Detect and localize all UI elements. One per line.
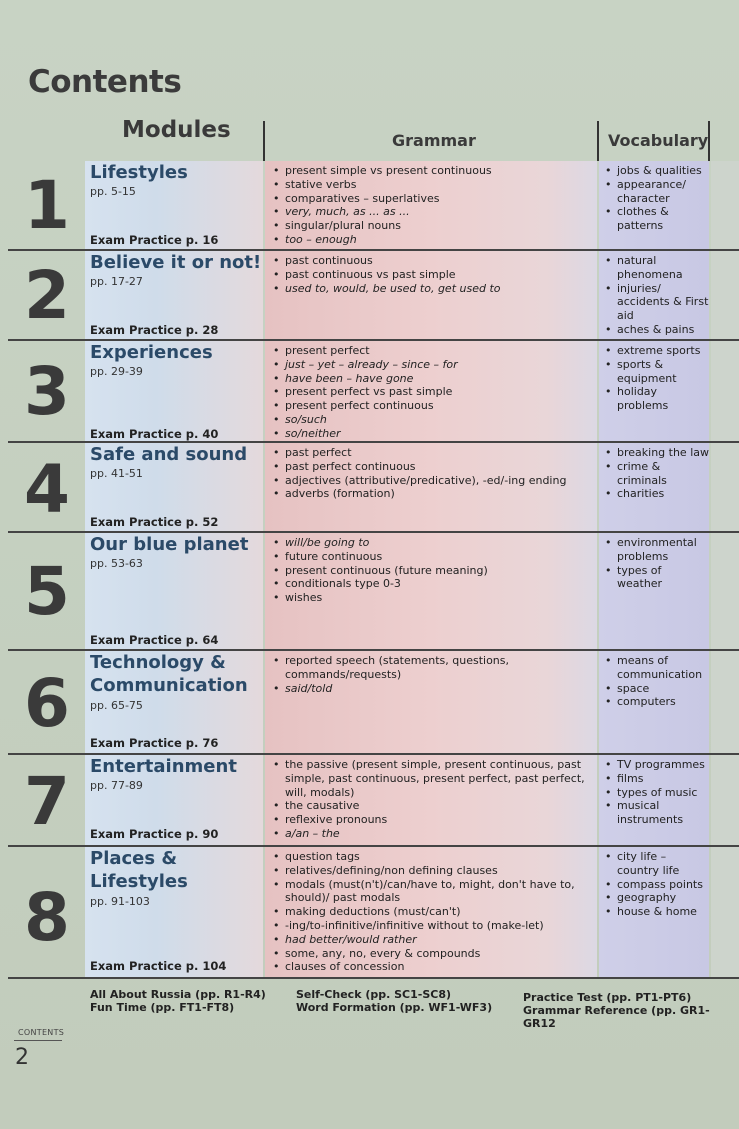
grammar-item: • had better/would rather — [271, 933, 593, 947]
exam-practice-link[interactable]: Exam Practice p. 104 — [90, 959, 227, 973]
vocabulary-list — [603, 850, 709, 919]
footer-link[interactable]: Word Formation (pp. WF1-WF3) — [296, 1001, 493, 1014]
module-number: 1 — [24, 167, 70, 244]
vocabulary-item: • breaking the law — [603, 446, 709, 460]
grammar-item: • modals (must(n't)/can/have to, might, don't have to, should)/ past modals — [271, 878, 593, 906]
grammar-list — [271, 344, 593, 441]
vocabulary-list — [603, 164, 709, 233]
footer-link[interactable]: All About Russia (pp. R1-R4) — [90, 988, 266, 1001]
exam-practice-link[interactable]: Exam Practice p. 52 — [90, 515, 219, 529]
page-number: 2 — [15, 1045, 29, 1070]
module-row — [0, 755, 739, 845]
vocabulary-list — [603, 344, 709, 413]
module-title[interactable]: Experiences — [90, 342, 213, 363]
module-number: 6 — [24, 665, 70, 742]
exam-practice-link[interactable]: Exam Practice p. 16 — [90, 233, 219, 247]
grammar-item: • a/an – the — [271, 827, 593, 841]
grammar-item: • making deductions (must/can't) — [271, 905, 593, 919]
vocabulary-item: • environmental problems — [603, 536, 709, 564]
grammar-item: • present continuous (future meaning) — [271, 564, 593, 578]
footer-col-2 — [296, 988, 492, 1014]
vocabulary-item: • charities — [603, 487, 709, 501]
grammar-item: • reported speech (statements, questions, commands/requests) — [271, 654, 593, 682]
module-title[interactable]: Believe it or not! — [90, 252, 262, 273]
vocabulary-item: • TV programmes — [603, 758, 709, 772]
vocabulary-item: • aches & pains — [603, 323, 709, 337]
grammar-item: • -ing/to-infinitive/infinitive without to (make-let) — [271, 919, 593, 933]
grammar-item: • past continuous — [271, 254, 593, 268]
grammar-item: • singular/plural nouns — [271, 219, 593, 233]
grammar-list — [271, 446, 593, 501]
exam-practice-link[interactable]: Exam Practice p. 64 — [90, 633, 219, 647]
vocabulary-item: • injuries/ accidents & First aid — [603, 282, 709, 323]
vocabulary-item: • space — [603, 682, 709, 696]
module-pages: pp. 65-75 — [90, 699, 143, 712]
module-row — [0, 533, 739, 649]
grammar-item: • future continuous — [271, 550, 593, 564]
grammar-item: • will/be going to — [271, 536, 593, 550]
module-title[interactable]: Our blue planet — [90, 534, 249, 555]
module-number: 5 — [24, 553, 70, 630]
module-number: 8 — [24, 879, 70, 956]
module-title[interactable]: Technology & Communication — [90, 652, 248, 696]
vocabulary-list — [603, 758, 709, 827]
vocabulary-item: • films — [603, 772, 709, 786]
grammar-item: • used to, would, be used to, get used to — [271, 282, 593, 296]
grammar-item: • stative verbs — [271, 178, 593, 192]
modules-header: Modules — [122, 117, 231, 143]
header-divider — [263, 121, 265, 161]
module-row — [0, 443, 739, 531]
exam-practice-link[interactable]: Exam Practice p. 40 — [90, 427, 219, 441]
module-row — [0, 251, 739, 339]
grammar-item: • relatives/defining/non defining clauses — [271, 864, 593, 878]
vocabulary-item: • types of weather — [603, 564, 709, 592]
grammar-list — [271, 164, 593, 247]
footer-col-1 — [90, 988, 266, 1014]
grammar-item: • so/neither — [271, 427, 593, 441]
vocabulary-item: • types of music — [603, 786, 709, 800]
vocabulary-item: • house & home — [603, 905, 709, 919]
footer-link[interactable]: Practice Test (pp. PT1-PT6) — [523, 991, 692, 1004]
module-number: 7 — [24, 763, 70, 840]
grammar-item: • question tags — [271, 850, 593, 864]
module-row — [0, 651, 739, 753]
footer-link[interactable]: Self-Check (pp. SC1-SC8) — [296, 988, 452, 1001]
vocabulary-item: • natural phenomena — [603, 254, 709, 282]
grammar-item: • past perfect continuous — [271, 460, 593, 474]
exam-practice-link[interactable]: Exam Practice p. 90 — [90, 827, 219, 841]
vocabulary-item: • crime & criminals — [603, 460, 709, 488]
module-pages: pp. 77-89 — [90, 779, 143, 792]
vocabulary-header: Vocabulary — [608, 131, 709, 150]
module-number: 2 — [24, 257, 70, 334]
grammar-item: • present perfect vs past simple — [271, 385, 593, 399]
vocabulary-list — [603, 446, 709, 501]
module-pages: pp. 53-63 — [90, 557, 143, 570]
vocabulary-item: • city life – country life — [603, 850, 709, 878]
grammar-item: • clauses of concession — [271, 960, 593, 974]
section-label: CONTENTS — [18, 1028, 65, 1037]
grammar-item: • the causative — [271, 799, 593, 813]
module-pages: pp. 5-15 — [90, 185, 136, 198]
module-pages: pp. 41-51 — [90, 467, 143, 480]
footer-link[interactable]: Grammar Reference (pp. GR1-GR12 — [523, 1004, 710, 1030]
grammar-item: • past perfect — [271, 446, 593, 460]
vocabulary-item: • holiday problems — [603, 385, 709, 413]
grammar-list — [271, 758, 593, 841]
module-title[interactable]: Entertainment — [90, 756, 237, 777]
module-row — [0, 341, 739, 441]
grammar-item: • comparatives – superlatives — [271, 192, 593, 206]
page-title: Contents — [28, 64, 182, 100]
grammar-item: • wishes — [271, 591, 593, 605]
header-divider — [597, 121, 599, 161]
vocabulary-item: • sports & equipment — [603, 358, 709, 386]
grammar-item: • present perfect — [271, 344, 593, 358]
vocabulary-item: • computers — [603, 695, 709, 709]
grammar-item: • present simple vs present continuous — [271, 164, 593, 178]
module-title[interactable]: Lifestyles — [90, 162, 188, 183]
grammar-item: • so/such — [271, 413, 593, 427]
header-divider — [708, 121, 710, 161]
module-pages: pp. 91-103 — [90, 895, 150, 908]
grammar-item: • adjectives (attributive/predicative), -ed/-ing ending — [271, 474, 593, 488]
grammar-item: • adverbs (formation) — [271, 487, 593, 501]
footer-col-3 — [523, 991, 739, 1030]
vocabulary-item: • compass points — [603, 878, 709, 892]
module-divider — [8, 977, 739, 979]
divider — [14, 1040, 62, 1041]
grammar-item: • the passive (present simple, present continuous, past simple, past continuous, present perfect, past perfect, will, modals) — [271, 758, 593, 799]
vocabulary-list — [603, 254, 709, 337]
grammar-item: • too – enough — [271, 233, 593, 247]
grammar-item: • just – yet – already – since – for — [271, 358, 593, 372]
module-number: 4 — [24, 451, 70, 528]
module-title[interactable]: Places & Lifestyles — [90, 848, 188, 892]
module-row — [0, 161, 739, 249]
module-row — [0, 847, 739, 977]
grammar-list — [271, 850, 593, 974]
vocabulary-item: • extreme sports — [603, 344, 709, 358]
vocabulary-item: • appearance/ character — [603, 178, 709, 206]
vocabulary-item: • geography — [603, 891, 709, 905]
vocabulary-item: • jobs & qualities — [603, 164, 709, 178]
module-pages: pp. 17-27 — [90, 275, 143, 288]
grammar-item: • reflexive pronouns — [271, 813, 593, 827]
grammar-list — [271, 654, 593, 695]
grammar-item: • have been – have gone — [271, 372, 593, 386]
grammar-item: • present perfect continuous — [271, 399, 593, 413]
footer-link[interactable]: Fun Time (pp. FT1-FT8) — [90, 1001, 235, 1014]
vocabulary-item: • musical instruments — [603, 799, 709, 827]
module-title[interactable]: Safe and sound — [90, 444, 248, 465]
exam-practice-link[interactable]: Exam Practice p. 76 — [90, 736, 219, 750]
module-number: 3 — [24, 353, 70, 430]
grammar-item: • past continuous vs past simple — [271, 268, 593, 282]
module-pages: pp. 29-39 — [90, 365, 143, 378]
vocabulary-list — [603, 536, 709, 591]
grammar-item: • some, any, no, every & compounds — [271, 947, 593, 961]
vocabulary-list — [603, 654, 709, 709]
grammar-item: • conditionals type 0-3 — [271, 577, 593, 591]
grammar-item: • said/told — [271, 682, 593, 696]
vocabulary-item: • means of communication — [603, 654, 709, 682]
vocabulary-item: • clothes & patterns — [603, 205, 709, 233]
grammar-list — [271, 536, 593, 605]
grammar-item: • very, much, as ... as ... — [271, 205, 593, 219]
grammar-header: Grammar — [392, 131, 476, 150]
exam-practice-link[interactable]: Exam Practice p. 28 — [90, 323, 219, 337]
grammar-list — [271, 254, 593, 295]
